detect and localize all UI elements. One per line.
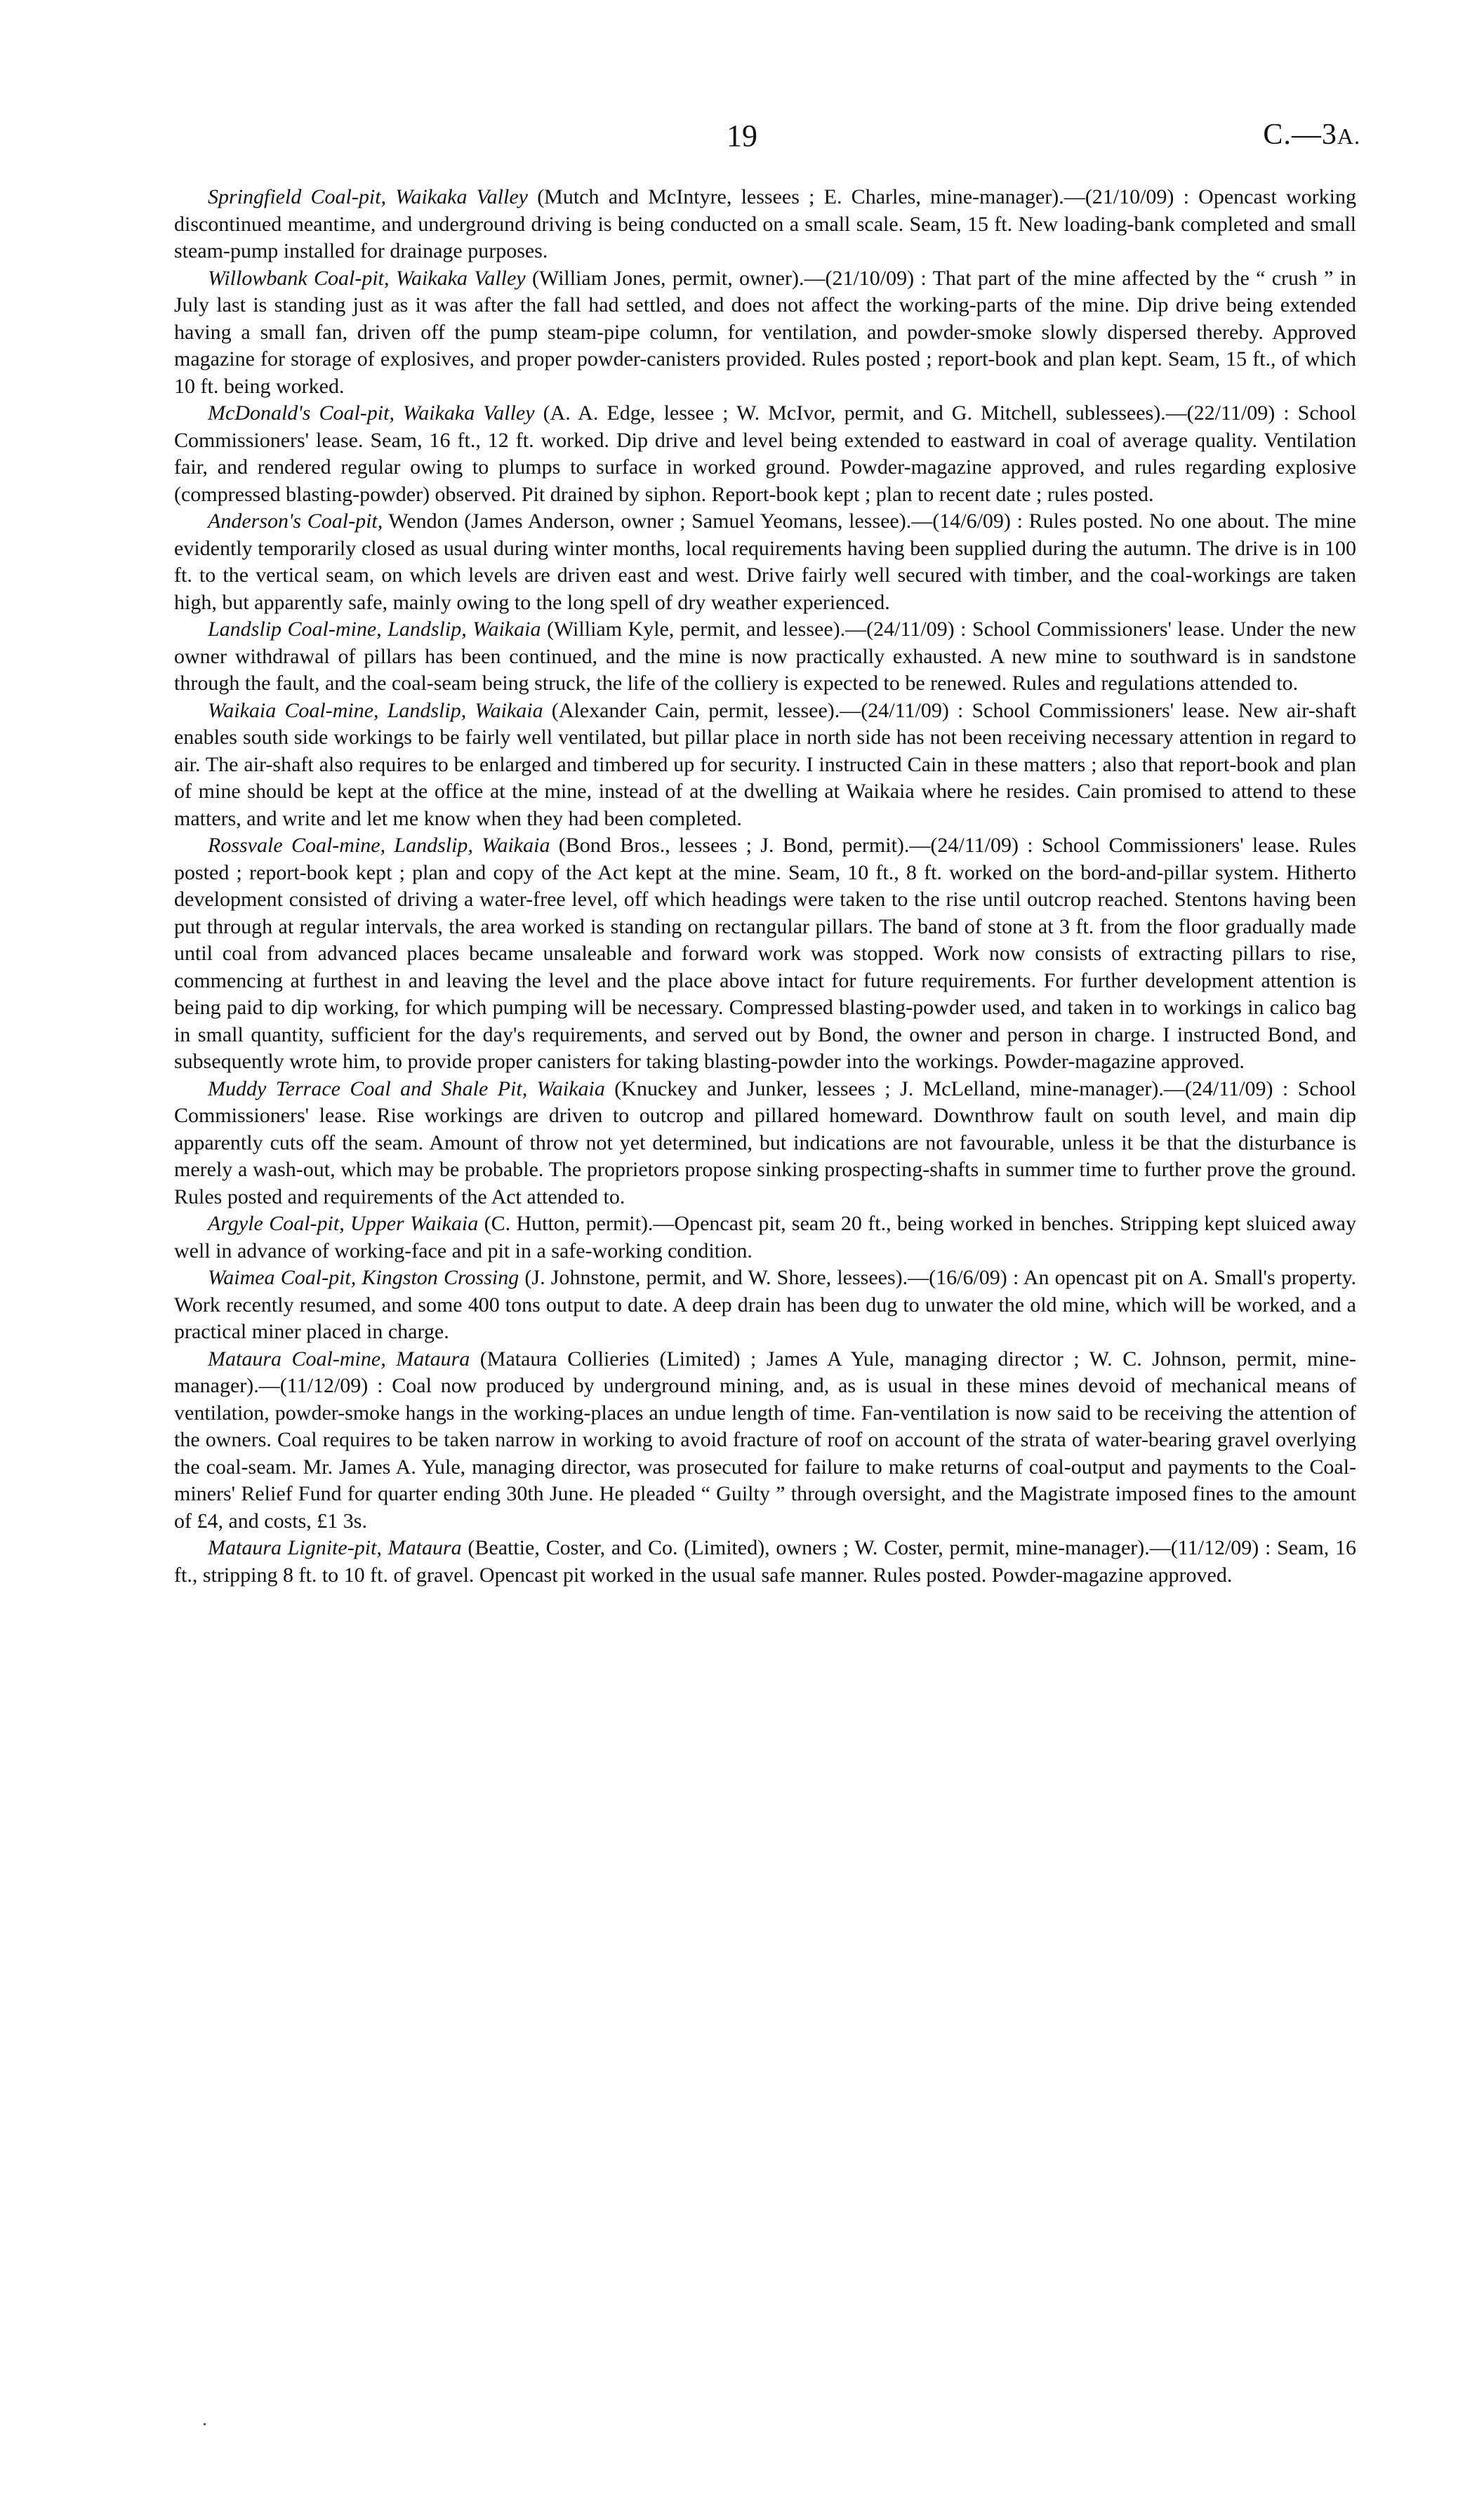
mine-name: Waimea Coal-pit, Kingston Crossing: [208, 1266, 519, 1289]
report-text: (Mataura Collieries (Limited) ; James A Yule, managing director ; W. C. Johnson, permit, mine-manager).—(11/12/09) : Coal now produced by underground mining, and, as is usual in these mines devoid of mechanical means of ventilation, powder-smoke hangs in the working-places an undue length of time. Fan-ventilation is now said to be receiving the attention of the owners. Coal requires to be taken narrow in working to avoid fracture of roof on account of the strata of water-bearing gravel overlying the coal-seam. Mr. James A. Yule, managing director, was prosecuted for failure to make returns of coal-output and payments to the Coal-miners' Relief Fund for quarter ending 30th June. He pleaded “ Guilty ” through oversight, and the Magistrate imposed fines to the amount of £4, and costs, £1 3s.: [174, 1347, 1356, 1533]
mine-name: McDonald's Coal-pit, Waikaka Valley: [208, 401, 535, 425]
report-text: Wendon (James Anderson, owner ; Samuel Yeomans, lessee).—(14/6/09) : Rules posted. No one about. The mine evidently temporarily closed as usual during winter months, local requirements having been supplied during the autumn. The drive is in 100 ft. to the vertical seam, on which levels are driven east and west. Drive fairly well secured with timber, and the coal-workings are taken high, but apparently safe, mainly owing to the long spell of dry weather experienced.: [174, 509, 1356, 614]
report-body: [174, 184, 1356, 1589]
page-header: [0, 118, 1484, 160]
report-text: (J. Johnstone, permit, and W. Shore, lessees).—(16/6/09) : An opencast pit on A. Small's property. Work recently resumed, and some 400 tons output to date. A deep drain has been dug to unwater the old mine, which will be worked, and a practical miner placed in charge.: [174, 1266, 1357, 1343]
report-text: (Bond Bros., lessees ; J. Bond, permit).—(24/11/09) : School Commissioners' lease. Rules posted ; report-book kept ; plan and copy of the Act kept at the mine. Seam, 10 ft., 8 ft. worked on the bord-and-pillar system. Hitherto development consisted of driving a water-free level, off which headings were taken to the rise until outcrop reached. Stentons having been put through at regular intervals, the area worked is standing on rectangular pillars. The band of stone at 3 ft. from the floor gradually made until coal from advanced places became unsaleable and forward work was stopped. Work now consists of extracting pillars to rise, commencing at furthest in and leaving the level and the place above intact for future requirements. For further development attention is being paid to dip working, for which pumping will be necessary. Compressed blasting-powder used, and taken in to workings in calico bag in small quantity, sufficient for the day's requirements, and served out by Bond, the owner and person in charge. I instructed Bond, and subsequently wrote him, to provide proper canisters for taking blasting-powder into the workings. Powder-magazine approved.: [174, 834, 1357, 1073]
mine-report-paragraph: [174, 616, 1356, 698]
mine-report-paragraph: [174, 1346, 1356, 1535]
report-text: (William Kyle, permit, and lessee).—(24/11/09) : School Commissioners' lease. Under the new owner withdrawal of pillars has been continued, and the mine is now practically exhausted. A new mine to southward is in sandstone through the fault, and the coal-seam being struck, the life of the colliery is expected to be renewed. Rules and regulations attended to.: [174, 618, 1356, 695]
report-text: (C. Hutton, permit).—Opencast pit, seam 20 ft., being worked in benches. Stripping kept sluiced away well in advance of working-face and pit in a safe-working condition.: [174, 1212, 1356, 1262]
mine-name: Springfield Coal-pit, Waikaka Valley: [208, 185, 528, 208]
mine-name: Muddy Terrace Coal and Shale Pit, Waikaia: [208, 1076, 605, 1100]
mine-name: Anderson's Coal-pit,: [208, 509, 383, 533]
mine-report-paragraph: [174, 1076, 1356, 1211]
report-text: (Mutch and McIntyre, lessees ; E. Charles, mine-manager).—(21/10/09) : Opencast working discontinued meantime, and underground driving is being conducted on a small scale. Seam, 15 ft. New loading-bank completed and small steam-pump installed for drainage purposes.: [174, 185, 1356, 262]
page-number: 19: [727, 119, 757, 153]
mine-report-paragraph: [174, 265, 1356, 401]
mine-name: Mataura Coal-mine, Mataura: [208, 1347, 470, 1371]
mine-name: Rossvale Coal-mine, Landslip, Waikaia: [208, 834, 550, 857]
mine-report-paragraph: [174, 184, 1356, 265]
document-code: C.—3A.: [1263, 119, 1360, 151]
report-text: (Beattie, Coster, and Co. (Limited), owners ; W. Coster, permit, mine-manager).—(11/12/09) : Seam, 16 ft., stripping 8 ft. to 10 ft. of gravel. Opencast pit worked in the usual safe manner. Rules posted. Powder-magazine approved.: [174, 1536, 1356, 1587]
report-text: (A. A. Edge, lessee ; W. McIvor, permit, and G. Mitchell, sublessees).—(22/11/09) : School Commissioners' lease. Seam, 16 ft., 12 ft. worked. Dip drive and level being extended to eastward in coal of average quality. Ventilation fair, and rendered regular owing to plumps to surface in worked ground. Powder-magazine approved, and rules regarding explosive (compressed blasting-powder) observed. Pit drained by siphon. Report-book kept ; plan to recent date ; rules posted.: [174, 401, 1356, 506]
mine-report-paragraph: [174, 508, 1356, 616]
mine-name: Waikaia Coal-mine, Landslip, Waikaia: [208, 698, 543, 722]
mine-name: Landslip Coal-mine, Landslip, Waikaia: [208, 618, 541, 641]
mine-name: Mataura Lignite-pit, Mataura: [208, 1536, 462, 1559]
mine-report-paragraph: [174, 400, 1356, 508]
mine-report-paragraph: [174, 1211, 1356, 1265]
mine-name: Willowbank Coal-pit, Waikaka Valley: [208, 266, 526, 290]
report-text: (William Jones, permit, owner).—(21/10/09) : That part of the mine affected by the “ crush ” in July last is standing just as it was after the fall had settled, and does not affect the working-parts of the mine. Dip drive being extended having a small fan, driven off the pump steam-pipe column, for ventilation, and powder-smoke slowly dispersed thereby. Approved magazine for storage of explosives, and proper powder-canisters provided. Rules posted ; report-book and plan kept. Seam, 15 ft., of which 10 ft. being worked.: [174, 266, 1356, 398]
scan-speck: [204, 2423, 206, 2425]
report-text: (Alexander Cain, permit, lessee).—(24/11/09) : School Commissioners' lease. New air-shaft enables south side workings to be fairly well ventilated, but pillar place in north side has not been receiving necessary attention in regard to air. The air-shaft also requires to be enlarged and timbered up for security. I instructed Cain in these matters ; also that report-book and plan of mine should be kept at the office at the mine, instead of at the dwelling at Waikaia where he resides. Cain promised to attend to these matters, and write and let me know when they had been completed.: [174, 698, 1357, 830]
mine-report-paragraph: [174, 1265, 1356, 1346]
report-text: (Knuckey and Junker, lessees ; J. McLelland, mine-manager).—(24/11/09) : School Commissioners' lease. Rise workings are driven to outcrop and pillared homeward. Downthrow fault on south level, and main dip apparently cuts off the seam. Amount of throw not yet determined, but indications are not favourable, unless it be that the disturbance is merely a wash-out, which may be probable. The proprietors propose sinking prospecting-shafts in summer time to further prove the ground. Rules posted and requirements of the Act attended to.: [174, 1076, 1356, 1208]
mine-report-paragraph: [174, 1535, 1356, 1589]
mine-name: Argyle Coal-pit, Upper Waikaia: [208, 1212, 479, 1235]
mine-report-paragraph: [174, 832, 1356, 1076]
mine-report-paragraph: [174, 698, 1356, 833]
